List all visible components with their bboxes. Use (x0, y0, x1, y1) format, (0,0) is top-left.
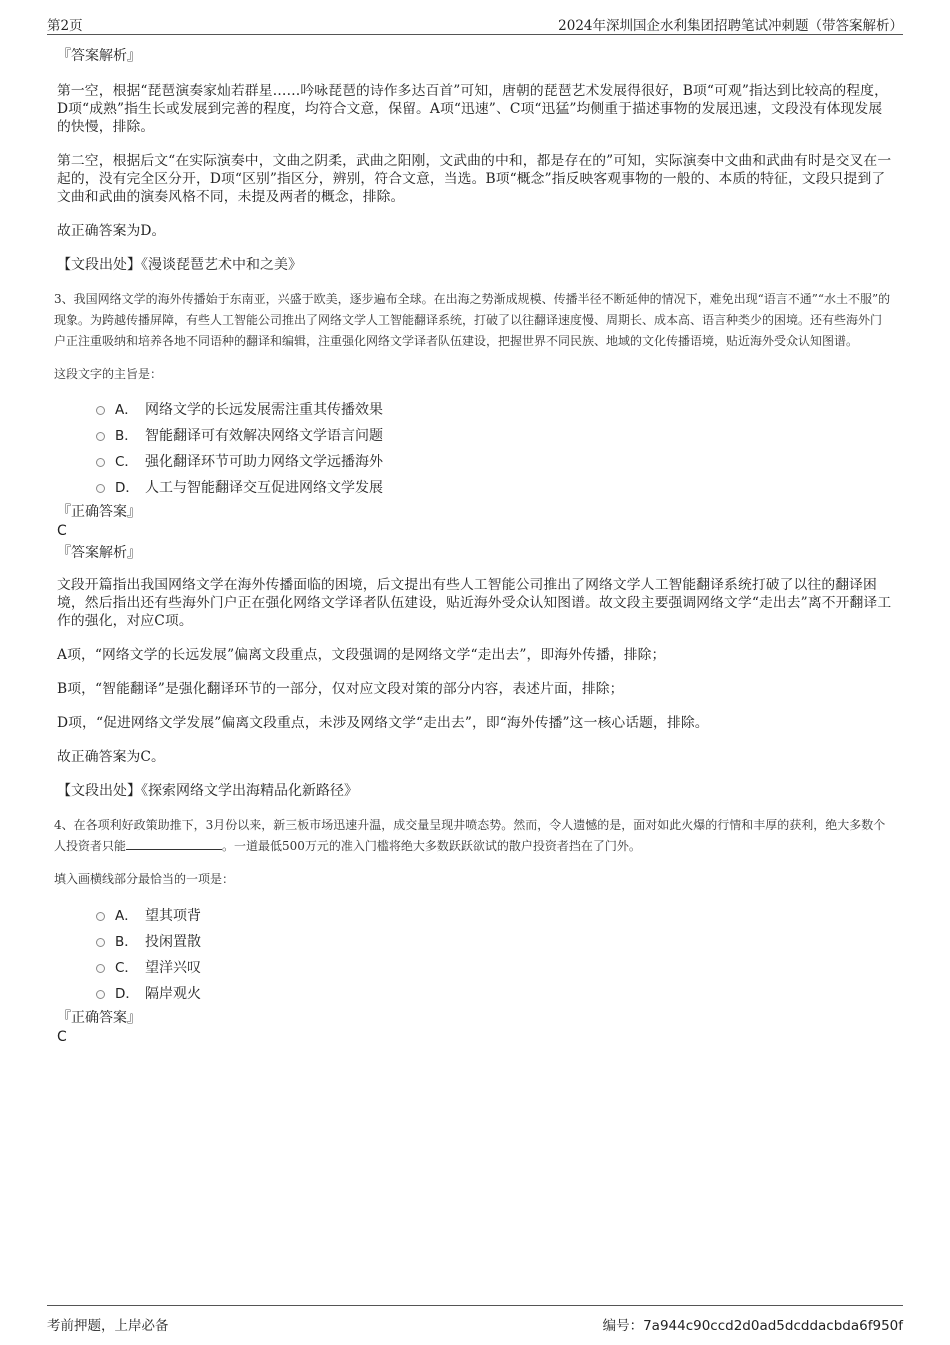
option-label: C． (115, 454, 138, 470)
radio-button-icon[interactable] (96, 432, 105, 441)
option-d[interactable] (57, 475, 893, 501)
code-label: 编号： (602, 1318, 644, 1334)
option-text: 智能翻译可有效解决网络文学语言问题 (145, 428, 383, 444)
option-a[interactable] (57, 903, 893, 929)
option-text: 望其项背 (145, 908, 201, 924)
radio-button-icon[interactable] (96, 458, 105, 467)
analysis-paragraph: 第一空，根据“琵琶演奏家灿若群星……吟咏琵琶的诗作多达百首”可知，唐朝的琵琶艺术发展得很好，B项“可观”指达到比较高的程度，D项“成熟”指生长或发展到完善的程度，均符合文意，保留。A项“迅速”、C项“迅猛”均侧重于描述事物的发展迅速，文段没有体现发展的快慢，排除。 (57, 83, 888, 135)
analysis-paragraph: D项，“促进网络文学发展”偏离文段重点，未涉及网络文学“走出去”，即“海外传播”这一核心话题，排除。 (57, 715, 709, 731)
correct-answer: C (57, 1029, 67, 1045)
analysis-paragraph: 第二空，根据后文“在实际演奏中，文曲之阴柔，武曲之阳刚，文武曲的中和，都是存在的”可知，实际演奏中文曲和武曲有时是交叉在一起的，没有完全区分开，D项“区别”指区分，辨别，符合文意，当选。B项“概念”指反映客观事物的一般的、本质的特征，文段只提到了文曲和武曲的演奏风格不同，未提及两者的概念，排除。 (57, 153, 892, 205)
document-title: 2024年深圳国企水利集团招聘笔试冲刺题（带答案解析） (558, 18, 903, 34)
option-label: C． (115, 960, 138, 976)
option-label: B． (115, 428, 138, 444)
analysis-conclusion: 故正确答案为C。 (57, 749, 165, 765)
option-label: A． (115, 402, 138, 418)
source-citation: 【文段出处】《探索网络文学出海精品化新路径》 (57, 783, 358, 799)
radio-button-icon[interactable] (96, 912, 105, 921)
analysis-heading: 『答案解析』 (57, 545, 141, 561)
radio-button-icon[interactable] (96, 406, 105, 415)
option-c[interactable] (57, 955, 893, 981)
footer-slogan: 考前押题，上岸必备 (47, 1318, 169, 1334)
question-prompt: 填入画横线部分最恰当的一项是： (54, 872, 235, 886)
analysis-paragraph: B项，“智能翻译”是强化翻译环节的一部分，仅对应文段对策的部分内容，表述片面，排除； (57, 681, 624, 697)
page-footer (47, 1305, 903, 1334)
option-label: D． (115, 986, 139, 1002)
option-label: A． (115, 908, 138, 924)
option-text: 人工与智能翻译交互促进网络文学发展 (145, 480, 383, 496)
source-citation: 【文段出处】《漫谈琵琶艺术中和之美》 (57, 257, 302, 273)
question-text (54, 815, 893, 857)
page-content (54, 44, 893, 1046)
analysis-heading: 『答案解析』 (57, 48, 141, 64)
question-text-after: 。一道最低500万元的准入门槛将绝大多数跃跃欲试的散户投资者挡在了门外。 (222, 839, 641, 853)
option-list (57, 903, 893, 1007)
code-value: 7a944c90ccd2d0ad5dcddacbda6f950f (643, 1318, 903, 1334)
option-label: D． (115, 480, 139, 496)
option-text: 强化翻译环节可助力网络文学远播海外 (145, 454, 383, 470)
question-text: 3、我国网络文学的海外传播始于东南亚，兴盛于欧美，逐步遍布全球。在出海之势渐成规模、传播半径不断延伸的情况下，难免出现“语言不通”“水土不服”的现象。为跨越传播屏障，有些人工智能公司推出了网络文学人工智能翻译系统，打破了以往翻译速度慢、周期长、成本高、语言种类少的困境。还有些海外门户正注重吸纳和培养各地不同语种的翻译和编辑，注重强化网络文学译者队伍建设，把握世界不同民族、地域的文化传播语境，贴近海外受众认知图谱。 (54, 292, 891, 348)
option-list (57, 397, 893, 501)
radio-button-icon[interactable] (96, 484, 105, 493)
radio-button-icon[interactable] (96, 990, 105, 999)
page-number: 第2页 (47, 18, 83, 34)
analysis-paragraph: 文段开篇指出我国网络文学在海外传播面临的困境，后文提出有些人工智能公司推出了网络文学人工智能翻译系统打破了以往的翻译困境，然后指出还有些海外门户正在强化网络文学译者队伍建设，贴近海外受众认知图谱。故文段主要强调网络文学“走出去”离不开翻译工作的强化，对应C项。 (57, 577, 892, 629)
document-code (603, 1314, 903, 1334)
option-text: 望洋兴叹 (145, 960, 201, 976)
option-c[interactable] (57, 449, 893, 475)
question-prompt: 这段文字的主旨是： (54, 367, 163, 381)
page-header (47, 14, 903, 35)
option-b[interactable] (57, 929, 893, 955)
option-a[interactable] (57, 397, 893, 423)
radio-button-icon[interactable] (96, 964, 105, 973)
analysis-conclusion: 故正确答案为D。 (57, 223, 166, 239)
option-text: 隔岸观火 (145, 986, 201, 1002)
option-label: B． (115, 934, 138, 950)
analysis-paragraph: A项，“网络文学的长远发展”偏离文段重点，文段强调的是网络文学“走出去”，即海外传播，排除； (57, 647, 666, 663)
option-d[interactable] (57, 981, 893, 1007)
question-text-before: 4、在各项利好政策助推下，3月份以来，新三板市场迅速升温，成交量呈现井喷态势。然而，令人遗憾的是，面对如此火爆的行情和丰厚的获利，绝大多数个人投资者只能 (54, 818, 886, 853)
answer-heading: 『正确答案』 (57, 504, 141, 520)
radio-button-icon[interactable] (96, 938, 105, 947)
option-b[interactable] (57, 423, 893, 449)
option-text: 投闲置散 (145, 934, 201, 950)
option-text: 网络文学的长远发展需注重其传播效果 (145, 402, 383, 418)
correct-answer: C (57, 523, 67, 539)
answer-heading: 『正确答案』 (57, 1010, 141, 1026)
fill-in-blank (126, 837, 222, 850)
